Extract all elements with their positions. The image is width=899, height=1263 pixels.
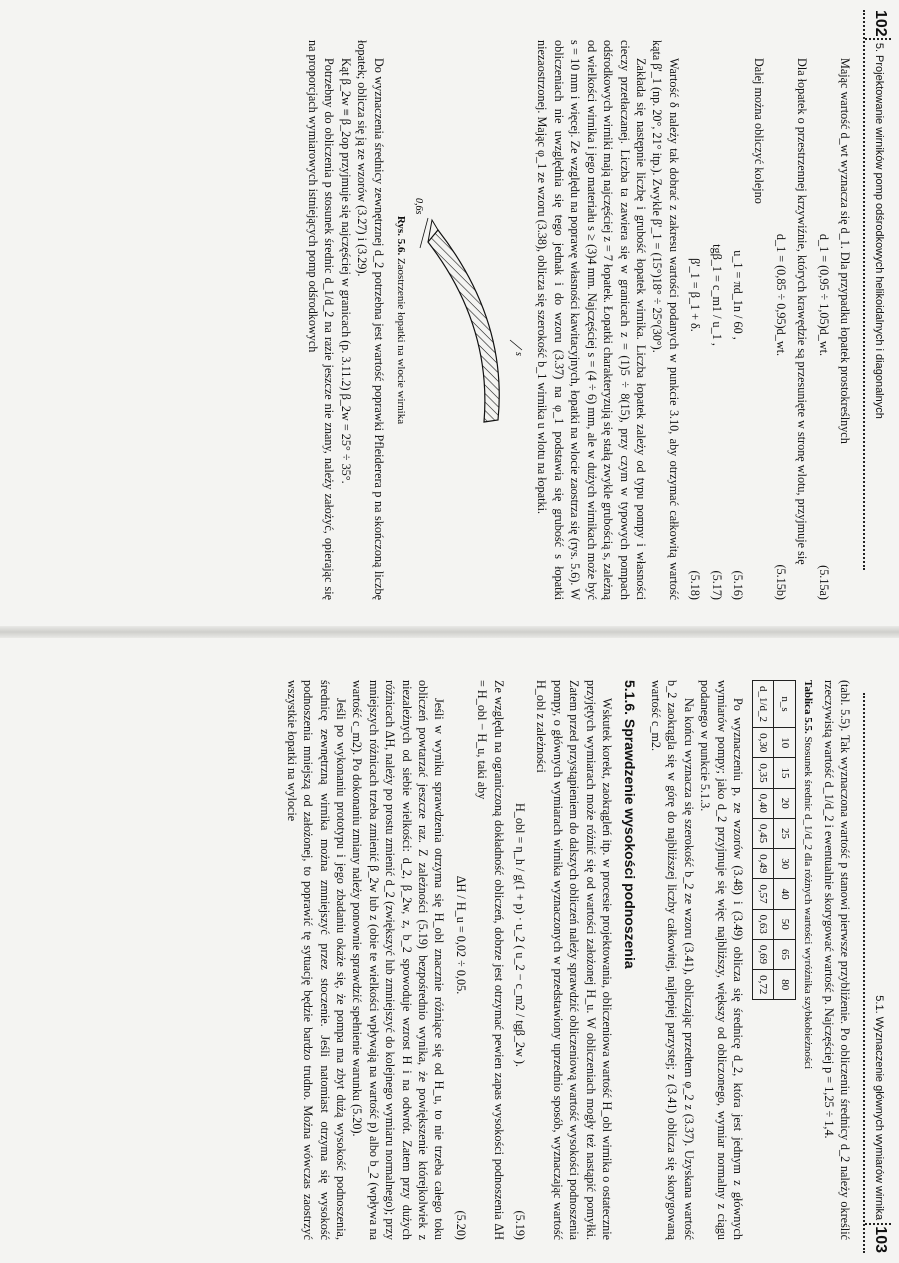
table-cell: 0,49	[752, 849, 773, 879]
section-title: 5.1.6. Sprawdzenie wysokości podnoszenia	[621, 680, 638, 969]
table-cell: 0,57	[752, 879, 773, 909]
equation-formula: tgβ_1 = c_m1 / u_1 ,	[709, 244, 724, 346]
paragraph: Dla łopatek o przestrzennej krzywiźnie, których krawędzie są przesunięte w stronę wlotu, przyjmuje się	[795, 58, 810, 565]
table-cell: 65	[774, 939, 795, 969]
paragraph: Dalej można obliczyć kolejno	[752, 58, 767, 204]
table-cell: 0,72	[752, 970, 773, 1000]
equation-formula: u_1 = πd_1n / 60 ,	[730, 250, 745, 340]
equation-formula: β'_1 = β_1 + δ.	[688, 258, 703, 332]
table-cell: 10	[774, 728, 795, 758]
table-cell: 50	[774, 909, 795, 939]
equation-5-16	[730, 40, 746, 600]
table-5-5	[752, 680, 796, 1000]
equation-number: (5.15b)	[773, 564, 788, 600]
equation-number: (5.18)	[688, 570, 703, 600]
table-caption-text: Stosunek średnic d_1/d_2 dla różnych wartości wyróżnika szybkobieżności	[802, 736, 815, 1070]
equation-5-17	[708, 40, 724, 600]
paragraph: Ze względu na ograniczoną dokładność obliczeń, dobrze jest otrzymać pewien zapas wysokości podnoszenia ΔH = H_obl − H_u, taki aby	[475, 680, 506, 1240]
equation-formula: d_1 = (0,95 ÷ 1,05)d_wt.	[816, 233, 831, 357]
table-cell: 0,63	[752, 909, 773, 939]
left-page-header	[871, 10, 889, 419]
paragraph: Wartość δ należy tak dobrać z zakresu wartości podanych w punkcie 3.10, aby otrzymać całkowitą wartość kąta β'_1 (np. 20°, 21° itp.). Zwykle β'_1 = (15°)18° ÷ 25°(30°).	[650, 40, 681, 600]
equation-5-19	[512, 680, 528, 1240]
left-page-body	[305, 40, 853, 600]
paragraph: Zakłada się następnie liczbę i grubość łopatek wirnika. Liczba łopatek zależy od typu pompy i własności cieczy przetłaczanej. Liczba ta zawiera się w granicach z = (1)5 ÷ 8(15), przy czym w typowych pompach odśrodkowych wirniki mają najczęściej z = 7 łopatek. Łopatki charakteryzują się stałą zwykle grubością s, zależną od wielkości wirnika i jego materiału s ≥ (3)4 mm. Najczęściej s = (4 ÷ 6) mm, ale w dużych wirnikach może być s = 10 mm i więcej. Ze względu na poprawę własności kawitacyjnych, łopatki na wlocie zaostrza się (rys. 5.6). W obliczeniach nie uwzględnia się tego jednak i do wzoru (3.37) na φ_1 podstawia się grubość s łopatki niezaostrzonej. Mając φ_1 ze wzoru (3.38), oblicza się szerokość b_1 wirnika u wlotu na łopatki.	[535, 40, 648, 600]
equation-number: (5.16)	[730, 570, 745, 600]
table-row-header: n_s	[774, 681, 795, 728]
table-cell: 0,69	[752, 939, 773, 969]
header-divider	[865, 38, 891, 40]
table-cell: 0,30	[752, 728, 773, 758]
dimension-line	[420, 218, 428, 248]
paragraph: Na końcu wyznacza się szerokość b_2 ze wzoru (3.41), obliczając przedtem φ_2 z (3.37). Uzyskana wartość b_2 zaokrągla się w górę do najbliższej liczby całkowitej, najlepiej parzystej; z (3.41) oblicza się skorygowaną wartość c_m2.	[648, 680, 696, 1240]
equation-formula: d_1 = (0,85 ÷ 0,95)d_wt.	[773, 233, 788, 357]
page-number: 102	[872, 10, 889, 37]
paragraph: Jeśli w wyniku sprawdzenia otrzyma się H_obl znacznie różniące się od H_u, to nie trzeba całego toku obliczeń powtarzać jeszcze raz. Z zależności (5.19) bezpośrednio wynika, że powiększenie którejkolwiek z niezależnych od siebie wielkości: d_2, β_2w, z, b_2 spowoduje wzrost H i na odwrót. Zatem przy dużych różnicach ΔH, należy po prostu zmienić d_2 (zwiększyć lub zmniejszyć do kolejnego wymiaru normalnego); przy mniejszych różnicach trzeba zmienić β_2w lub z (obie te wielkości wpływają na wartość p) albo b_2 (wpływa na wartość c_m2). Po dokonaniu zmiany należy ponownie sprawdzić spełnienie warunku (5.20).	[350, 680, 447, 1240]
table-cell: 40	[774, 879, 795, 909]
equation-number: (5.19)	[513, 1210, 528, 1240]
figure-caption	[393, 216, 409, 424]
equation-formula: ΔH / H_u = 0,02 ÷ 0,05.	[453, 875, 468, 995]
running-head: 5.1. Wyznaczenie głównych wymiarów wirnika	[873, 995, 885, 1221]
table-row	[774, 681, 795, 1000]
table-cell: 80	[774, 970, 795, 1000]
running-head: 5. Projektowanie wirników pomp odśrodkowych helikoidalnych i diagonalnych	[873, 42, 885, 419]
paragraph: Jeśli po wykonaniu prototypu i jego zbadaniu okaże się, że pompa ma zbyt dużą wysokość podnoszenia, średnicę zewnętrzną wirnika można zmniejszyć przez stoczenie. Jeśli natomiast otrzyma się wysokość podnoszenia mniejszą od założonej, to poprawić tę sytuację będzie bardzo trudno. Można wówczas zaostrzyć wszystkie łopatki na wylocie	[284, 680, 349, 1240]
paragraph: Kąt β_2w ≡ β_2op przyjmuje się najczęściej w granicach (p. 3.11.2) β_2w = 25° ÷ 35°.	[338, 58, 353, 484]
figure-5-6	[393, 40, 528, 600]
equation-number: (5.15a)	[816, 565, 831, 600]
header-divider	[865, 1223, 891, 1225]
table-cell: 0,40	[752, 788, 773, 818]
dimension-line	[510, 340, 522, 350]
right-page-header	[871, 995, 889, 1253]
page-number: 103	[872, 1226, 889, 1253]
equation-5-15b	[772, 40, 788, 600]
table-cell: 30	[774, 849, 795, 879]
left-page	[0, 0, 899, 625]
dimension-label-s: s	[513, 352, 525, 356]
paragraph: Po wyznaczeniu p, ze wzorów (3.48) i (3.49) oblicza się średnicę d_2, która jest jednym z głównych wymiarów pompy; jako d_2 przyjmuje się więc najbliższy, większy od obliczonego, wymiar normalny z ciągu podanego w punkcie 5.1.3.	[698, 680, 745, 1240]
table-caption	[800, 680, 816, 1240]
equation-5-15a	[815, 40, 831, 600]
blade-sharpening-diagram	[413, 190, 528, 450]
equation-number: (5.17)	[709, 570, 724, 600]
book-spine	[0, 626, 899, 638]
table-row-header: d_1/d_2	[752, 681, 773, 728]
paragraph: Mając wartość d_wt wyznacza się d_1. Dla przypadku łopatek prostokreślnych	[838, 58, 852, 444]
blade-shape	[428, 230, 499, 422]
header-rule	[863, 10, 865, 570]
paragraph: Wskutek korekt, zaokrągleń itp. w procesie projektowania, obliczeniowa wartość H_obl wirnika o ostatecznie przyjętych wymiarach może różnić się od wartości założonej H_u. W obliczeniach mogły też nastąpić pomyłki. Zatem przed przystąpieniem do dalszych obliczeń należy sprawdzić obliczeniową wartość wysokości podnoszenia pompy, o głównych wymiarach wirnika wyznaczonych w przedstawiony uprzednio sposób, wyznaczając wartość H_obl z zależności	[534, 680, 615, 1240]
figure-caption-number: Rys. 5.6.	[395, 215, 408, 256]
equation-formula: H_obl = η_h / g(1 + p) · u_2 ( u_2 − c_m2 / tgβ_2w ).	[513, 802, 528, 1068]
table-cell: 25	[774, 818, 795, 848]
paragraph: Potrzebny do obliczenia p stosunek średnic d_1/d_2 na razie jeszcze nie znany, należy założyć, opierając się na proporcjach wymiarowych istniejących pomp odśrodkowych	[306, 40, 337, 600]
table-cell: 15	[774, 758, 795, 788]
equation-number: (5.20)	[453, 1210, 468, 1240]
equation-5-20	[452, 680, 468, 1240]
paragraph: (tabl. 5.5). Tak wyznaczona wartość p stanowi pierwsze przybliżenie. Po obliczeniu średnicy d_2 należy określić rzeczywistą wartość d_1/d_2 i ewentualnie skorygować wartość p. Najczęściej p = 1,25 ÷ 1,4.	[821, 680, 852, 1240]
table-cell: 0,35	[752, 758, 773, 788]
right-page	[0, 640, 899, 1263]
figure-caption-text: Zaostrzenie łopatki na wlocie wirnika	[395, 257, 408, 425]
table-cell: 20	[774, 788, 795, 818]
dimension-label-06s: 0,6s	[413, 198, 425, 215]
table-cell: 0,45	[752, 818, 773, 848]
table-row	[752, 681, 773, 1000]
header-rule	[863, 693, 865, 1253]
table-caption-number: Tablica 5.5.	[802, 680, 815, 734]
paragraph: Do wyznaczenia średnicy zewnętrznej d_2 potrzebna jest wartość poprawki Pfleiderera p na skończoną liczbę łopatek; oblicza się ją ze wzorów (3.27) i (3.29).	[355, 40, 386, 600]
right-page-body	[283, 680, 853, 1240]
equation-5-18	[687, 40, 703, 600]
